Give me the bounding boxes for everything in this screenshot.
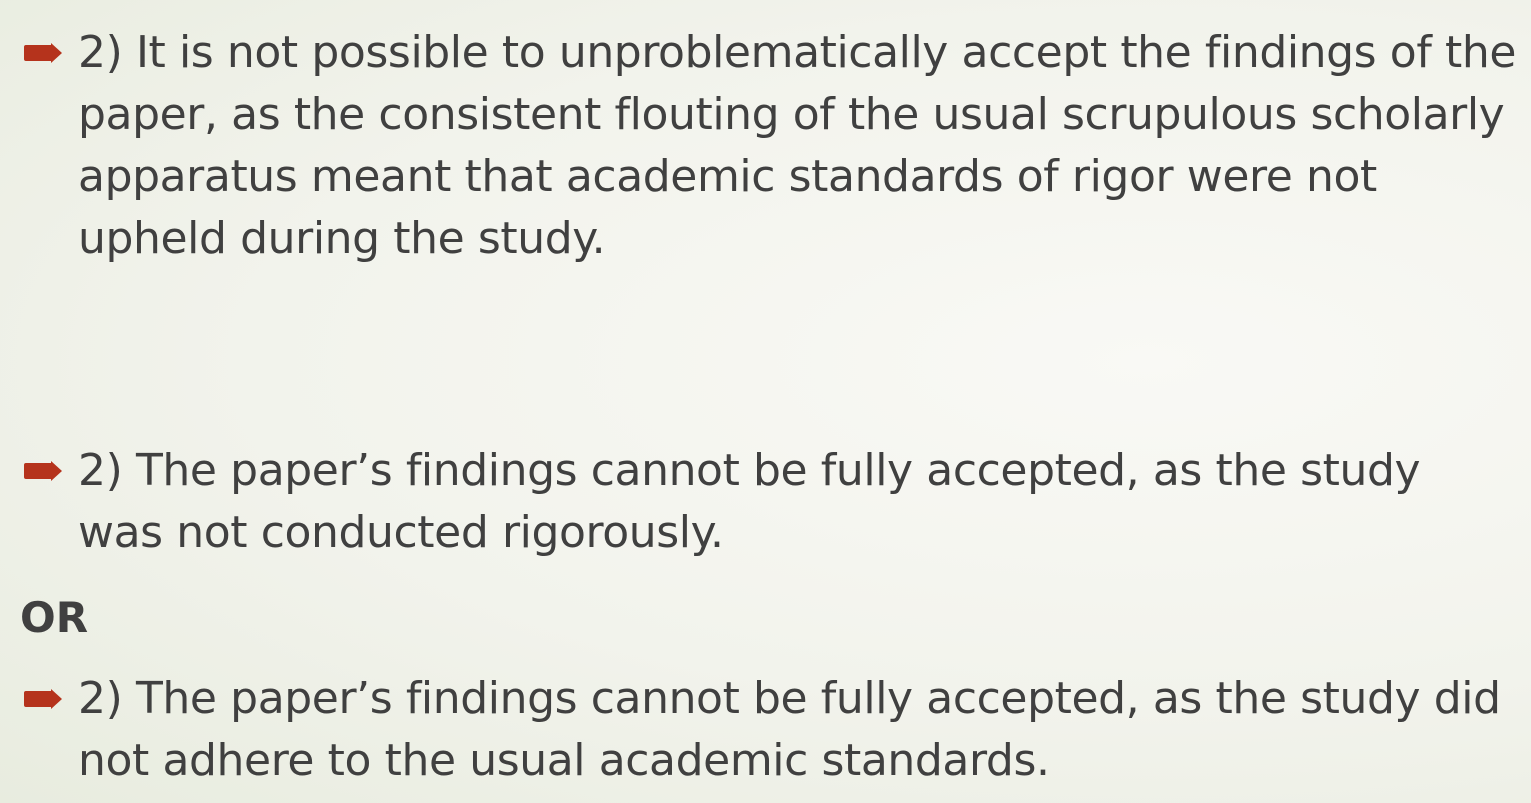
- or-separator: OR: [20, 593, 89, 642]
- arrow-bullet-icon: [24, 461, 64, 481]
- bullet-text: 2) It is not possible to unproblematically accept the findings of the paper, as the consistent flouting of the usual scrupulous scholarly apparatus meant that academic standards of rigor were not upheld during the study.: [78, 27, 1516, 264]
- arrow-bullet-icon: [24, 689, 64, 709]
- bullet-text: 2) The paper’s findings cannot be fully accepted, as the study was not conducted rigorously.: [78, 445, 1421, 558]
- arrow-bullet-icon: [24, 43, 64, 63]
- bullet-text: 2) The paper’s findings cannot be fully accepted, as the study did not adhere to the usual academic standards.: [78, 673, 1501, 786]
